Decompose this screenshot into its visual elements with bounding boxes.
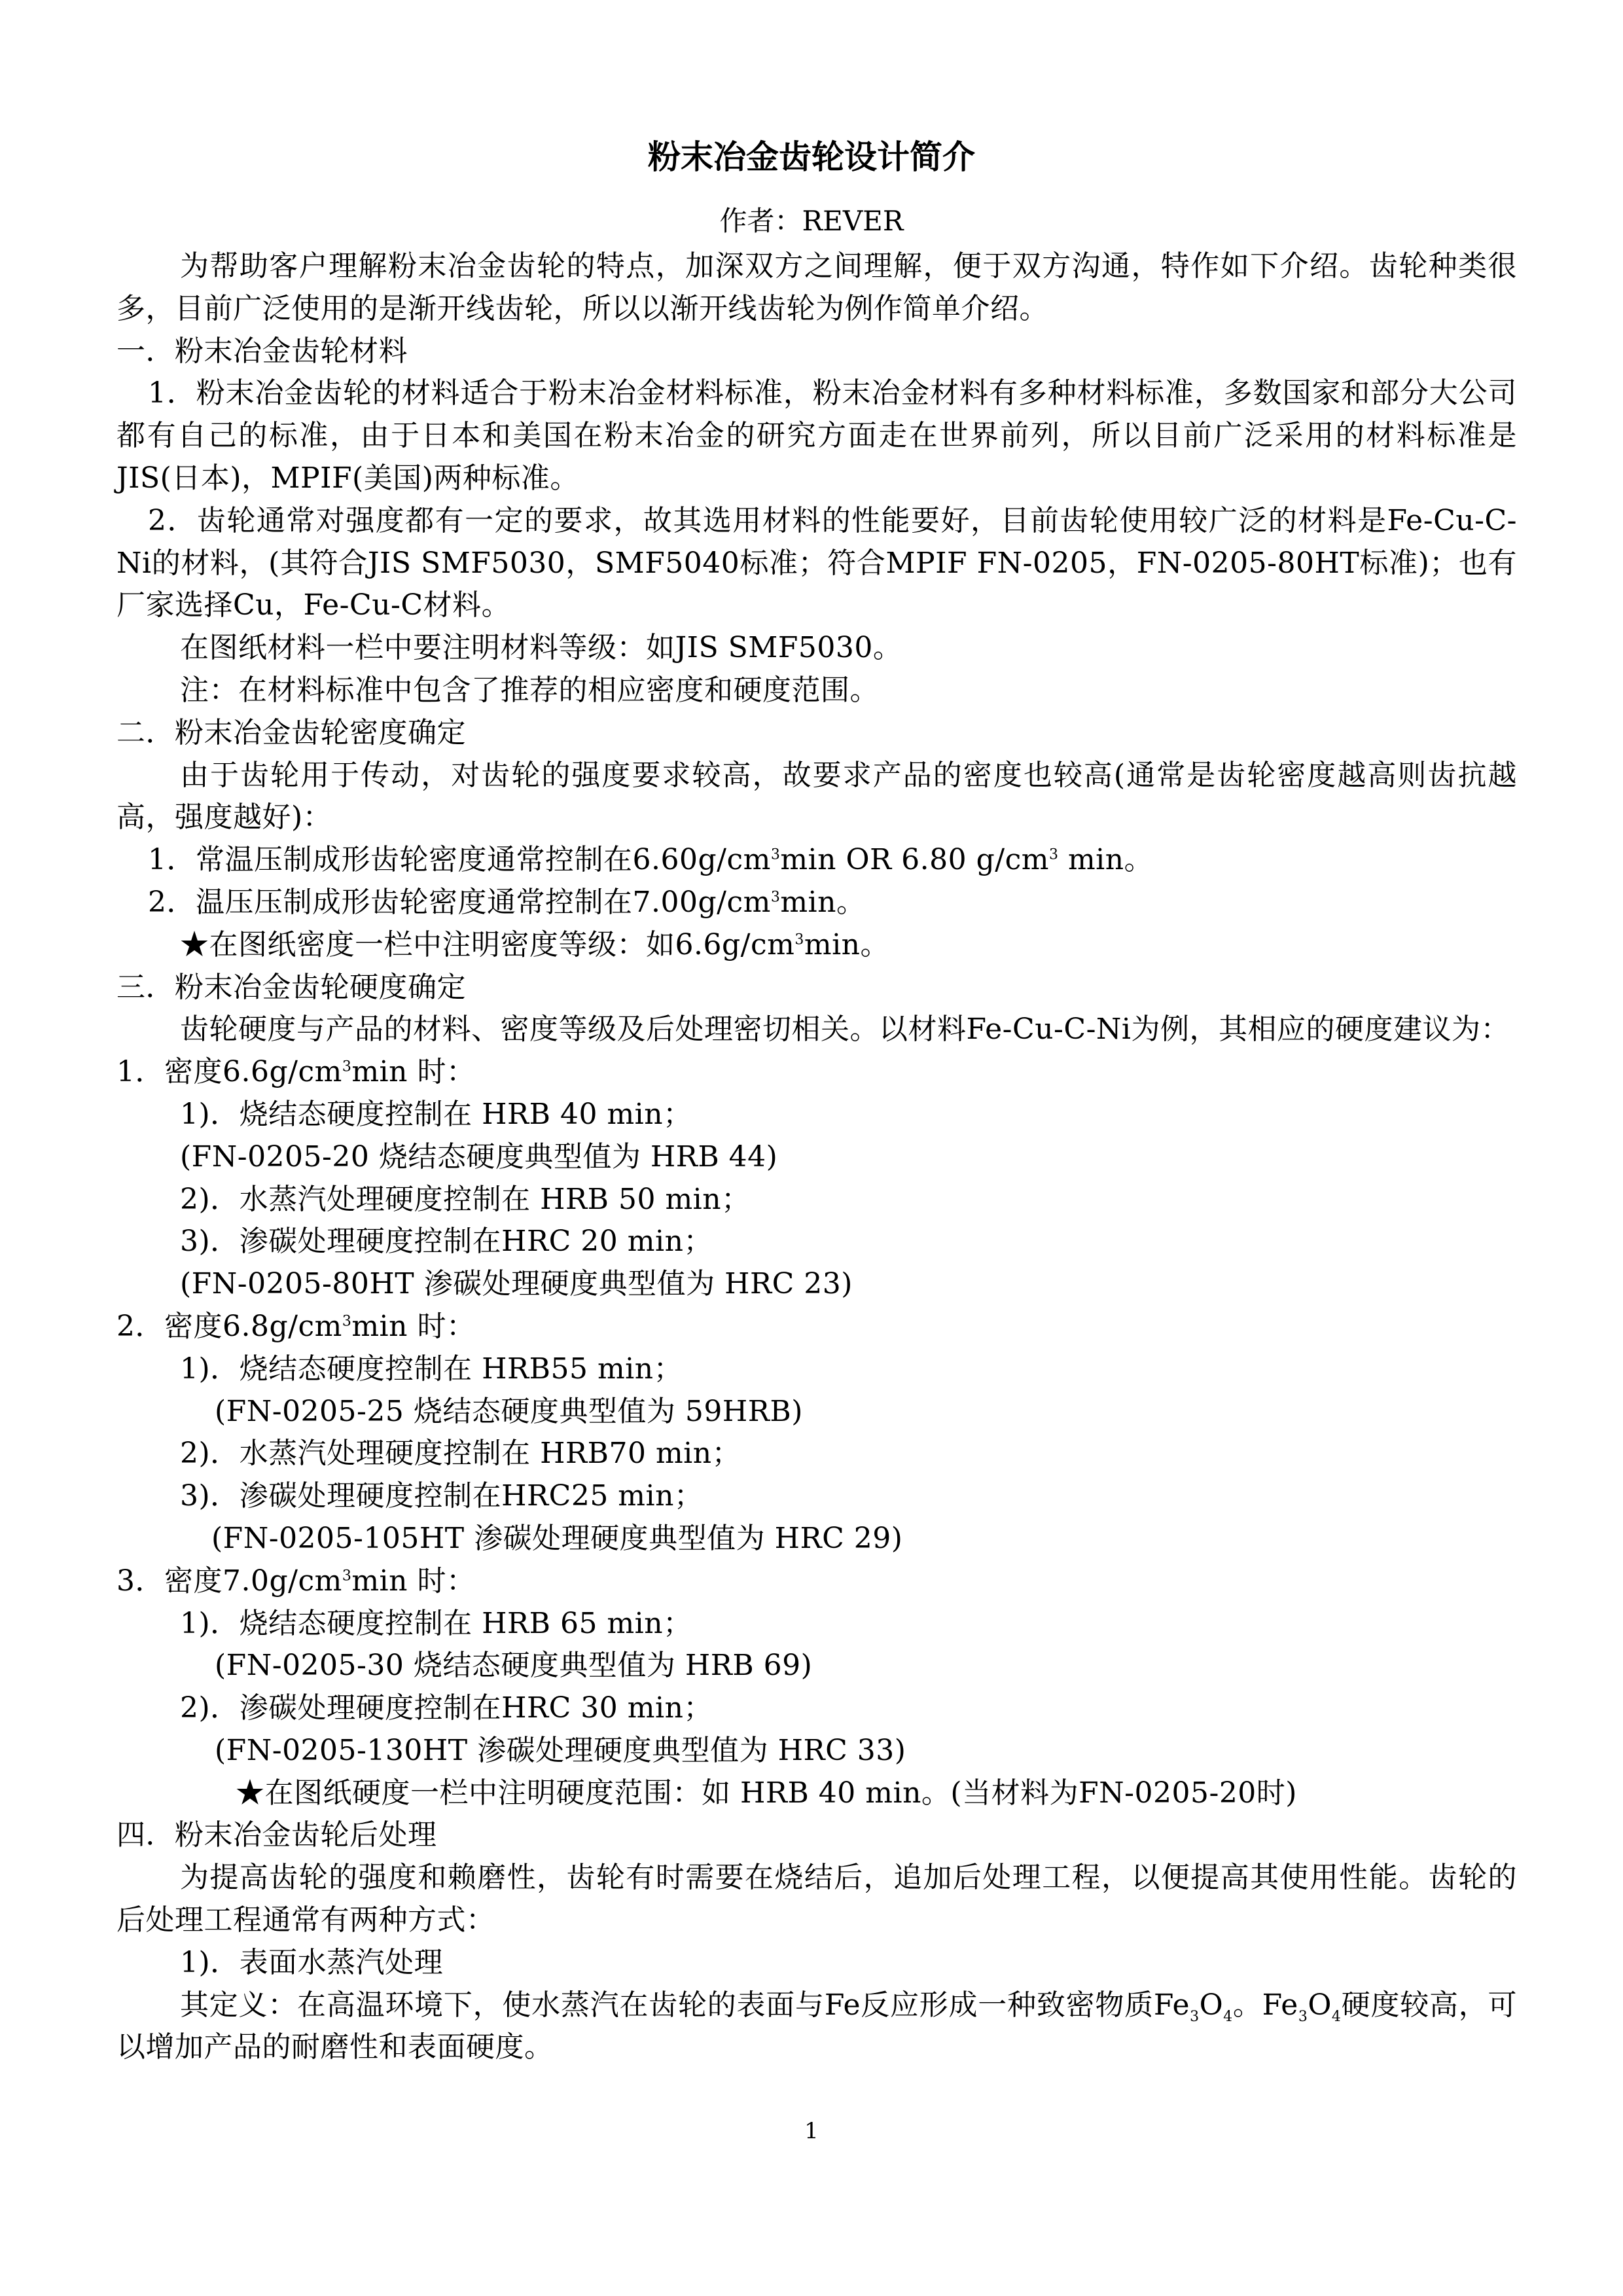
density-1-note-3: (FN-0205-80HT 渗碳处理硬度典型值为 HRC 23)	[180, 1267, 853, 1301]
density-text: min 时：	[351, 1055, 476, 1089]
density-1-item-1: 1)．烧结态硬度控制在 HRB 40 min；	[180, 1097, 692, 1131]
superscript: 3	[342, 1313, 352, 1330]
density-3-item-2: 2)．渗碳处理硬度控制在HRC 30 min；	[180, 1691, 713, 1725]
section-1-paragraph-1: 1．粉末冶金齿轮的材料适合于粉末冶金材料标准，粉末冶金材料有多种材料标准，多数国家和部分大公司都有自己的标准，由于日本和美国在粉末冶金的研究方面走在世界前列，所以目前广泛采用的材料标准是JIS(日本)，MPIF(美国)两种标准。	[116, 376, 1517, 495]
section-3-paragraph-1: 齿轮硬度与产品的材料、密度等级及后处理密切相关。以材料Fe-Cu-C-Ni为例，其相应的硬度建议为：	[180, 1013, 1510, 1047]
density-text: 2．密度6.8g/cm	[116, 1309, 342, 1343]
density-text: min OR 6.80 g/cm	[780, 843, 1049, 877]
density-2-item-2: 2)．水蒸汽处理硬度控制在 HRB70 min；	[180, 1437, 741, 1471]
density-text: min。	[804, 927, 889, 961]
section-3-heading: 三．粉末冶金齿轮硬度确定	[116, 970, 466, 1004]
superscript: 3	[794, 931, 804, 948]
density-1-item-3: 3)．渗碳处理硬度控制在HRC 20 min；	[180, 1225, 713, 1259]
intro-paragraph: 为帮助客户理解粉末冶金齿轮的特点，加深双方之间理解，便于双方沟通，特作如下介绍。齿轮种类很多，目前广泛使用的是渐开线齿轮，所以以渐开线齿轮为例作简单介绍。	[116, 249, 1517, 325]
section-3-star-note: ★在图纸硬度一栏中注明硬度范围：如 HRB 40 min。(当材料为FN-0205-20时)	[236, 1776, 1297, 1810]
density-text: 1．密度6.6g/cm	[116, 1055, 342, 1089]
density-2-note-1: (FN-0205-25 烧结态硬度典型值为 59HRB)	[215, 1394, 803, 1428]
density-1-note-1: (FN-0205-20 烧结态硬度典型值为 HRB 44)	[180, 1139, 778, 1174]
density-2-note-3: (FN-0205-105HT 渗碳处理硬度典型值为 HRC 29)	[211, 1521, 903, 1555]
section-2-heading: 二．粉末冶金齿轮密度确定	[116, 715, 466, 749]
section-2-star-note	[116, 924, 1517, 967]
density-text: min 时：	[351, 1564, 476, 1598]
document-body	[116, 245, 1517, 2069]
definition-text: 硬度较高，可以增加产品的耐磨性和表面硬度。	[116, 1988, 1518, 2064]
section-4-heading: 四．粉末冶金齿轮后处理	[116, 1818, 437, 1852]
superscript: 3	[770, 889, 781, 906]
density-3-heading	[116, 1560, 1517, 1603]
density-text: 1．常温压制成形齿轮密度通常控制在6.60g/cm	[148, 843, 771, 877]
section-1-paragraph-2: 2．齿轮通常对强度都有一定的要求，故其选用材料的性能要好，目前齿轮使用较广泛的材料是Fe-Cu-C-Ni的材料，(其符合JIS SMF5030，SMF5040标准；符合MPIF FN-0205，FN-0205-80HT标准)；也有厂家选择Cu，Fe-Cu-C材料。	[116, 503, 1517, 622]
definition-text: O	[1308, 1988, 1332, 2022]
subscript: 3	[1298, 2008, 1308, 2025]
document-author: 作者：REVER	[719, 205, 904, 237]
density-2-heading	[116, 1306, 1517, 1348]
section-1-note-material: 在图纸材料一栏中要注明材料等级：如JIS SMF5030。	[180, 631, 902, 665]
section-4-definition	[116, 1984, 1517, 2070]
document-title: 粉末冶金齿轮设计简介	[648, 138, 975, 176]
definition-text: 其定义：在高温环境下，使水蒸汽在齿轮的表面与Fe反应形成一种致密物质Fe	[180, 1988, 1190, 2022]
density-1-item-2: 2)．水蒸汽处理硬度控制在 HRB 50 min；	[180, 1182, 751, 1216]
density-text: min。	[1058, 843, 1154, 877]
page-number: 1	[804, 2118, 819, 2144]
density-3-note-2: (FN-0205-130HT 渗碳处理硬度典型值为 HRC 33)	[215, 1733, 906, 1767]
density-2-item-3: 3)．渗碳处理硬度控制在HRC25 min；	[180, 1479, 704, 1513]
section-1-note-standard: 注：在材料标准中包含了推荐的相应密度和硬度范围。	[180, 673, 879, 707]
definition-text: O	[1199, 1988, 1224, 2022]
section-2-item-1	[116, 839, 1517, 882]
density-text: 3．密度7.0g/cm	[116, 1564, 342, 1598]
density-3-item-1: 1)．烧结态硬度控制在 HRB 65 min；	[180, 1606, 692, 1640]
density-2-item-1: 1)．烧结态硬度控制在 HRB55 min；	[180, 1352, 683, 1386]
section-2-paragraph-1: 由于齿轮用于传动，对齿轮的强度要求较高，故要求产品的密度也较高(通常是齿轮密度越高则齿抗越高，强度越好)：	[116, 758, 1517, 834]
density-text: min。	[780, 885, 866, 919]
definition-text: 。Fe	[1232, 1988, 1298, 2022]
subscript: 4	[1331, 2008, 1342, 2025]
subscript: 3	[1190, 2008, 1200, 2025]
superscript: 3	[342, 1058, 352, 1075]
superscript: 3	[770, 846, 781, 863]
section-1-heading: 一．粉末冶金齿轮材料	[116, 334, 408, 368]
superscript: 3	[1048, 846, 1059, 863]
section-4-item-1: 1)．表面水蒸汽处理	[180, 1945, 444, 1979]
section-4-paragraph-1: 为提高齿轮的强度和赖磨性，齿轮有时需要在烧结后，追加后处理工程，以便提高其使用性能。齿轮的后处理工程通常有两种方式：	[116, 1861, 1517, 1937]
subscript: 4	[1223, 2008, 1233, 2025]
superscript: 3	[342, 1568, 352, 1585]
density-text: min 时：	[351, 1309, 476, 1343]
density-1-heading	[116, 1051, 1517, 1094]
density-3-note-1: (FN-0205-30 烧结态硬度典型值为 HRB 69)	[215, 1649, 813, 1683]
density-text: ★在图纸密度一栏中注明密度等级：如6.6g/cm	[180, 927, 795, 961]
density-text: 2．温压压制成形齿轮密度通常控制在7.00g/cm	[148, 885, 771, 919]
section-2-item-2	[116, 882, 1517, 924]
